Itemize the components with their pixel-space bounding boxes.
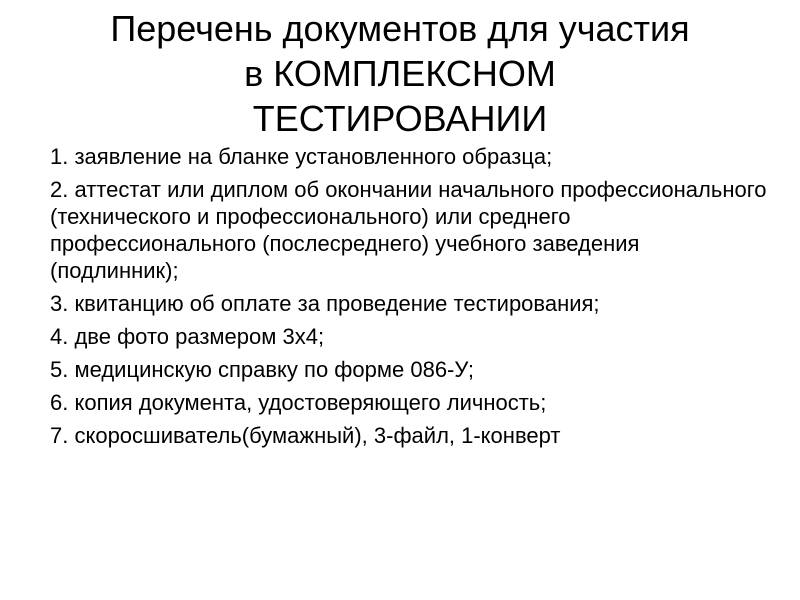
list-item: 5. медицинскую справку по форме 086-У; — [50, 357, 474, 382]
list-item: 2. аттестат или диплом об окончании начального профессионального (технического и профессионального) или среднего профессионального (послесреднего) учебного заведения (подлинник); — [50, 177, 767, 283]
document-list — [50, 143, 770, 455]
list-item: 6. копия документа, удостоверяющего личность; — [50, 390, 547, 415]
slide-title — [20, 6, 780, 141]
list-item: 3. квитанцию об оплате за проведение тестирования; — [50, 291, 600, 316]
list-item: 1. заявление на бланке установленного образца; — [50, 144, 553, 169]
list-item: 4. две фото размером 3х4; — [50, 324, 325, 349]
title-line: в КОМПЛЕКСНОМ — [244, 53, 556, 94]
list-item: 7. скоросшиватель(бумажный), 3-файл, 1-конверт — [50, 423, 561, 448]
title-line: ТЕСТИРОВАНИИ — [252, 98, 548, 139]
title-line: Перечень документов для участия — [110, 8, 690, 49]
